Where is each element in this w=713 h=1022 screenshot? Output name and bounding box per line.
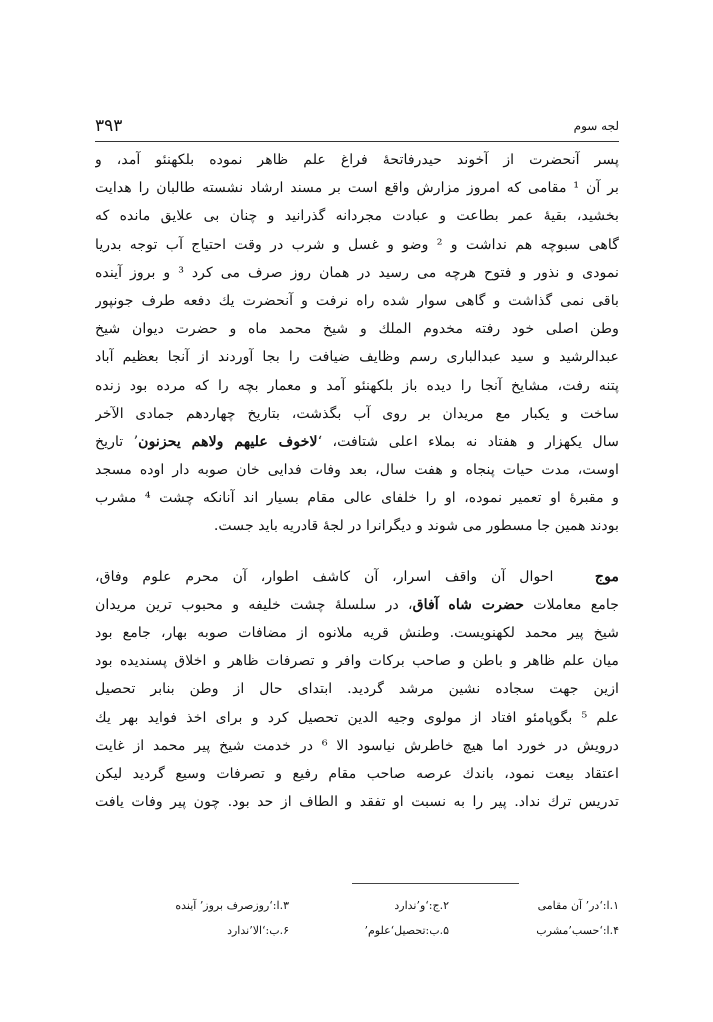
line-text-after: ’ تاریخ: [95, 433, 139, 450]
footnote-1: ۱.ا:‘در’ آن مقامی: [537, 899, 619, 912]
text-line: وطن اصلی خود رفته مخدوم الملك و شیخ محمد ماه و حضرت دیوان شیخ: [95, 321, 619, 338]
footnote-2: ۲.ج:‘و’ندارد: [394, 899, 449, 912]
text-line: بودند همین جا مسطور می شوند و دیگرانرا در لجۀ قادریه باید جست.: [213, 518, 619, 535]
header-divider: [95, 141, 619, 142]
text-line: بر آن ¹ مقامی که امروز مزارش واقع است بر مسند ارشاد نشسته طالبان را هدایت: [95, 180, 619, 197]
footnote-row: [95, 920, 619, 942]
text-line: گاهی سبوچه هم نداشت و ² وضو و غسل و شرب در وقت احتیاج آب توجه بدریا: [95, 236, 619, 253]
text-line: پتنه رفت، مشایخ آنجا را دیده باز بلکهنئو آمد و معمار بچه را که مرده بود زنده: [95, 377, 619, 394]
quoted-verse: لاخوف علیهم ولاهم یحزنون: [138, 433, 318, 450]
line-text-before: جامع معاملات: [533, 596, 619, 613]
text-line: تدریس ترك نداد. پیر را به نسبت او تفقد و الطاف از حد بود. چون پیر وفات یافت: [95, 794, 619, 811]
bold-name: حضرت شاه آفاق: [412, 596, 524, 613]
line-text-after: ، در سلسلۀ چشت خلیفه و محبوب ترین مریدان: [95, 596, 413, 613]
page-number: ۳۹۳: [95, 116, 123, 136]
text-line: میان علم ظاهر و باطن و صاحب برکات وافر و تصرفات ظاهر و اخلاق پسندیده بود: [95, 653, 619, 670]
text-line: و مقبرۀ او تعمیر نموده، او را خلفای عالی مقام بسیار اند آنانکه چشت ⁴ مشرب: [95, 490, 619, 507]
text-line: [95, 428, 619, 456]
text-line: درویش در خورد اما هیچ خاطرش نیاسود الا ⁶ در خدمت شیخ پیر محمد از غایت: [95, 737, 619, 754]
line-text: احوال آن واقف اسرار، آن کاشف اطوار، آن محرم علوم وفاق،: [95, 568, 554, 585]
paragraph-2: [95, 563, 619, 817]
text-line: اعتقاد بیعت نمود، باندك عرصه صاحب مقام رفیع و تصرفات وسیع گردید لیکن: [95, 765, 619, 782]
page-header: [95, 116, 619, 140]
text-line: علم ⁵ بگوپامئو افتاد از مولوی وجیه الدین تحصیل کرد و برای اخذ فواید بهر یك: [95, 709, 619, 726]
line-text-before: سال یکهزار و هفتاد نه بملاء اعلی شتافت، ‘: [317, 433, 619, 450]
footnote-row: [95, 895, 619, 917]
text-line: بخشید، بقیۀ عمر بطاعت و عبادت مجردانه گذرانید و چنان بی علایق مانده که: [95, 208, 619, 225]
paragraph-1: [95, 146, 619, 541]
text-line: باقی نمی گذاشت و گاهی سوار شده راه نرفت و آنحضرت یك دفعه طرف جونپور: [95, 292, 619, 309]
text-line: نمودی و نذور و فتوح هرچه می رسید در همان روز صرف می کرد ³ و بروز آینده: [95, 264, 619, 281]
section-heading: موج: [594, 568, 619, 585]
text-line: ساخت و یکبار مع مریدان بر روی آب بگذشت، بتاریخ چهاردهم جمادی الآخر: [95, 405, 619, 422]
running-title: لجه سوم: [573, 119, 619, 133]
footnote-4: ۴.ا:‘حسب’مشرب: [536, 924, 619, 937]
text-line: ازین جهت سجاده نشین مرشد گردید. ابتدای حال از وطن بنابر تحصیل: [95, 681, 619, 698]
text-line: [95, 591, 619, 619]
body-text: [95, 146, 619, 816]
footnote-3: ۳.ا:‘روزصرف بروز’ آینده: [175, 899, 289, 912]
text-line: اوست، مدت حیات پنجاه و هفت سال، بعد وفات فدایی خان صوبه دار اوده مسجد: [95, 462, 619, 479]
text-line: پسر آنحضرت از آخوند حیدرفاتحۀ فراغ علم ظاهر نموده بلکهنئو آمد، و: [95, 152, 619, 168]
text-line: [95, 563, 619, 591]
text-line: شیخ پیر محمد لکهنویست. وطنش قریه ملانوه از مضافات صوبه بهار، جامع بود: [95, 625, 619, 641]
text-line: عبدالرشید و سید عبدالباری رسم وظایف ضیافت را بجا آوردند از آنجا بعظیم آباد: [95, 349, 619, 366]
footnote-6: ۶.ب:‘الا’ندارد: [227, 924, 289, 937]
footnote-5: ۵.ب:تحصیل‘علوم’: [364, 924, 449, 937]
footnote-divider: [352, 883, 519, 884]
